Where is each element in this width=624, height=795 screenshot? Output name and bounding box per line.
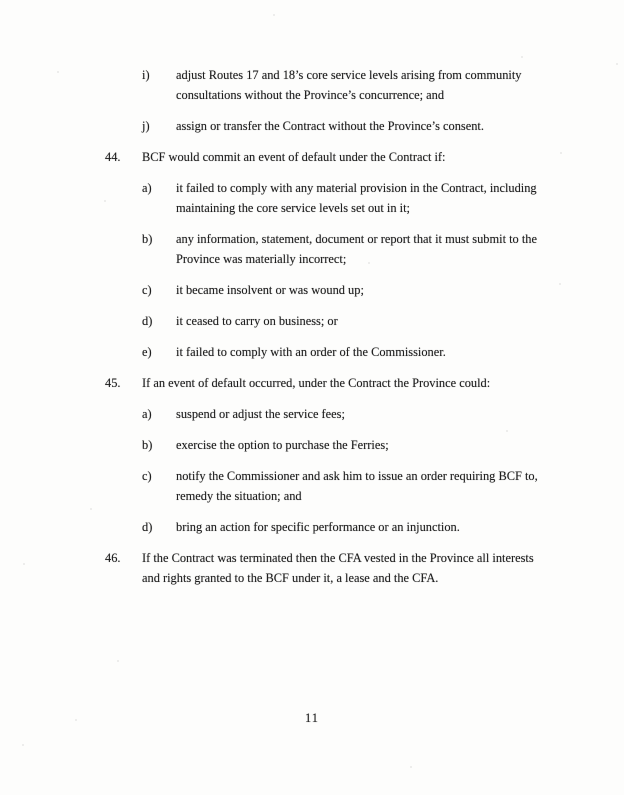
list-item-text: notify the Commissioner and ask him to issue an order requiring BCF to, remedy the situation; and: [176, 469, 538, 503]
list-item-label: c): [142, 283, 152, 297]
list-item-text: it became insolvent or was wound up;: [176, 283, 364, 297]
scan-speckle: [506, 430, 508, 432]
list-item: [142, 65, 575, 105]
document-body: [105, 65, 575, 599]
list-item-label: b): [142, 232, 153, 246]
list-item-text: it failed to comply with an order of the Commissioner.: [176, 345, 446, 359]
list-item-label: d): [142, 314, 153, 328]
list-item: [142, 466, 575, 506]
scan-speckle: [57, 71, 59, 73]
list-item-label: d): [142, 520, 153, 534]
scan-speckle: [90, 508, 92, 510]
list-item-text: bring an action for specific performance or an injunction.: [176, 520, 460, 534]
scan-speckle: [368, 262, 370, 264]
paragraph-text: If the Contract was terminated then the CFA vested in the Province all interests and rights granted to the BCF under it, a lease and the CFA.: [142, 551, 534, 585]
scan-speckle: [410, 766, 412, 768]
paragraph-number: 46.: [105, 551, 121, 565]
scan-speckle: [559, 283, 561, 285]
paragraph-text: BCF would commit an event of default under the Contract if:: [142, 150, 446, 164]
list-item: [142, 517, 575, 537]
paragraph-number: 44.: [105, 150, 121, 164]
paragraph: [105, 373, 575, 393]
paragraph: [105, 548, 575, 588]
page-number: 11: [305, 711, 319, 725]
list-item-text: it ceased to carry on business; or: [176, 314, 338, 328]
list-item-label: a): [142, 181, 152, 195]
scan-speckle: [75, 719, 77, 721]
paragraph: [105, 147, 575, 167]
list-item: [142, 280, 575, 300]
list-item: [142, 404, 575, 424]
scan-speckle: [560, 152, 562, 154]
list-item-text: assign or transfer the Contract without the Province’s consent.: [176, 119, 484, 133]
list-item: [142, 178, 575, 218]
list-item-label: b): [142, 438, 153, 452]
list-item-text: any information, statement, document or report that it must submit to the Province was materially incorrect;: [176, 232, 537, 266]
paragraph-text: If an event of default occurred, under the Contract the Province could:: [142, 376, 491, 390]
scan-speckle: [104, 200, 106, 202]
list-item-label: i): [142, 68, 150, 82]
list-item-label: e): [142, 345, 152, 359]
list-item: [142, 116, 575, 136]
list-item: [142, 229, 575, 269]
list-item-label: c): [142, 469, 152, 483]
list-item-label: j): [142, 119, 150, 133]
paragraph-number: 45.: [105, 376, 121, 390]
scan-speckle: [521, 56, 523, 58]
scan-speckle: [23, 563, 25, 565]
list-item: [142, 342, 575, 362]
list-item-text: suspend or adjust the service fees;: [176, 407, 345, 421]
scan-speckle: [117, 660, 119, 662]
scan-speckle: [273, 14, 275, 16]
scan-speckle: [616, 63, 618, 65]
list-item-text: adjust Routes 17 and 18’s core service levels arising from community consultations without the Province’s concurrence; and: [176, 68, 522, 102]
scan-speckle: [22, 744, 24, 746]
list-item: [142, 311, 575, 331]
list-item-text: exercise the option to purchase the Ferries;: [176, 438, 389, 452]
list-item-text: it failed to comply with any material provision in the Contract, including maintaining the core service levels set out in it;: [176, 181, 537, 215]
list-item-label: a): [142, 407, 152, 421]
list-item: [142, 435, 575, 455]
